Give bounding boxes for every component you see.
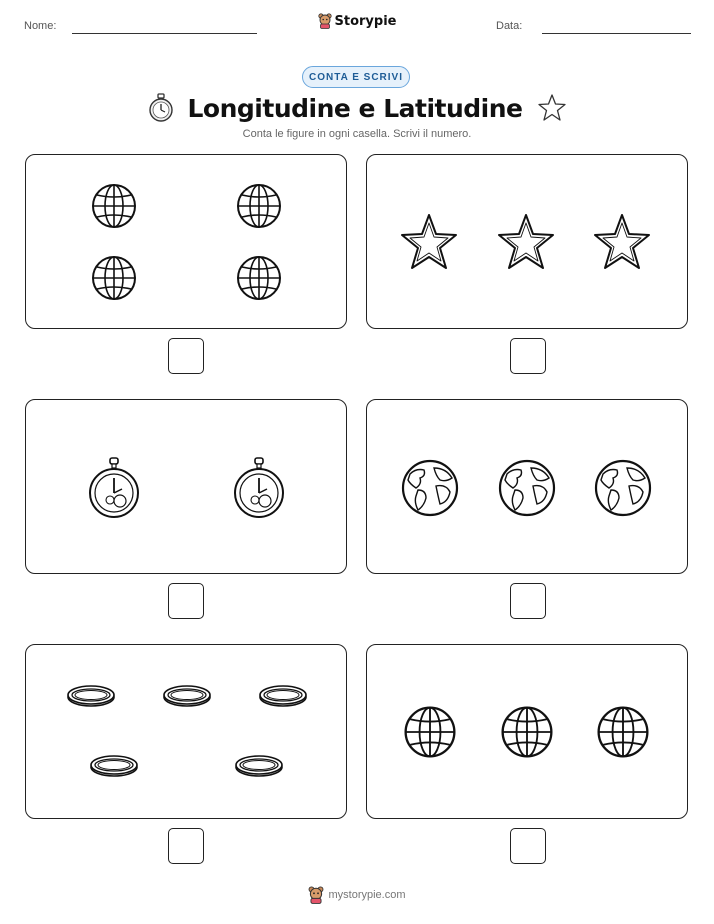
globe-grid-icon — [401, 703, 459, 761]
star-icon — [399, 212, 459, 272]
name-label: Nome: — [24, 20, 57, 32]
activity-badge: CONTA E SCRIVI — [302, 66, 410, 88]
globe-grid-icon — [89, 253, 139, 303]
ring-icon — [258, 683, 308, 711]
ring-icon — [234, 753, 284, 781]
ring-icon — [89, 753, 139, 781]
answer-box-2[interactable] — [510, 338, 546, 374]
brand-name: Storypie — [334, 13, 397, 29]
earth-icon — [497, 458, 557, 518]
date-label: Data: — [496, 20, 523, 32]
stopwatch-icon — [148, 93, 174, 123]
globe-grid-icon — [594, 703, 652, 761]
brand-logo — [0, 13, 714, 29]
answer-box-3[interactable] — [168, 583, 204, 619]
star-icon — [537, 93, 567, 123]
globe-grid-icon — [234, 253, 284, 303]
answer-box-6[interactable] — [510, 828, 546, 864]
ring-icon — [66, 683, 116, 711]
footer — [0, 886, 714, 904]
globe-grid-icon — [498, 703, 556, 761]
globe-grid-icon — [89, 181, 139, 231]
date-field[interactable] — [542, 33, 691, 34]
instructions: Conta le figure in ogni casella. Scrivi il numero. — [242, 128, 472, 140]
page-title: Longitudine e Latitudine — [187, 93, 523, 123]
bear-mascot-icon — [318, 13, 332, 29]
earth-icon — [400, 458, 460, 518]
footer-url: mystorypie.com — [328, 889, 406, 901]
globe-grid-icon — [234, 181, 284, 231]
counting-panel-2 — [366, 154, 688, 329]
answer-box-5[interactable] — [168, 828, 204, 864]
stopwatch-icon — [88, 456, 140, 520]
star-icon — [592, 212, 652, 272]
name-field[interactable] — [72, 33, 257, 34]
answer-box-1[interactable] — [168, 338, 204, 374]
star-icon — [496, 212, 556, 272]
stopwatch-icon — [233, 456, 285, 520]
earth-icon — [593, 458, 653, 518]
counting-panel-4 — [366, 399, 688, 574]
ring-icon — [162, 683, 212, 711]
bear-mascot-icon — [308, 886, 324, 904]
counting-panel-1 — [25, 154, 347, 329]
counting-panel-6 — [366, 644, 688, 819]
counting-panel-5 — [25, 644, 347, 819]
answer-box-4[interactable] — [510, 583, 546, 619]
counting-panel-3 — [25, 399, 347, 574]
